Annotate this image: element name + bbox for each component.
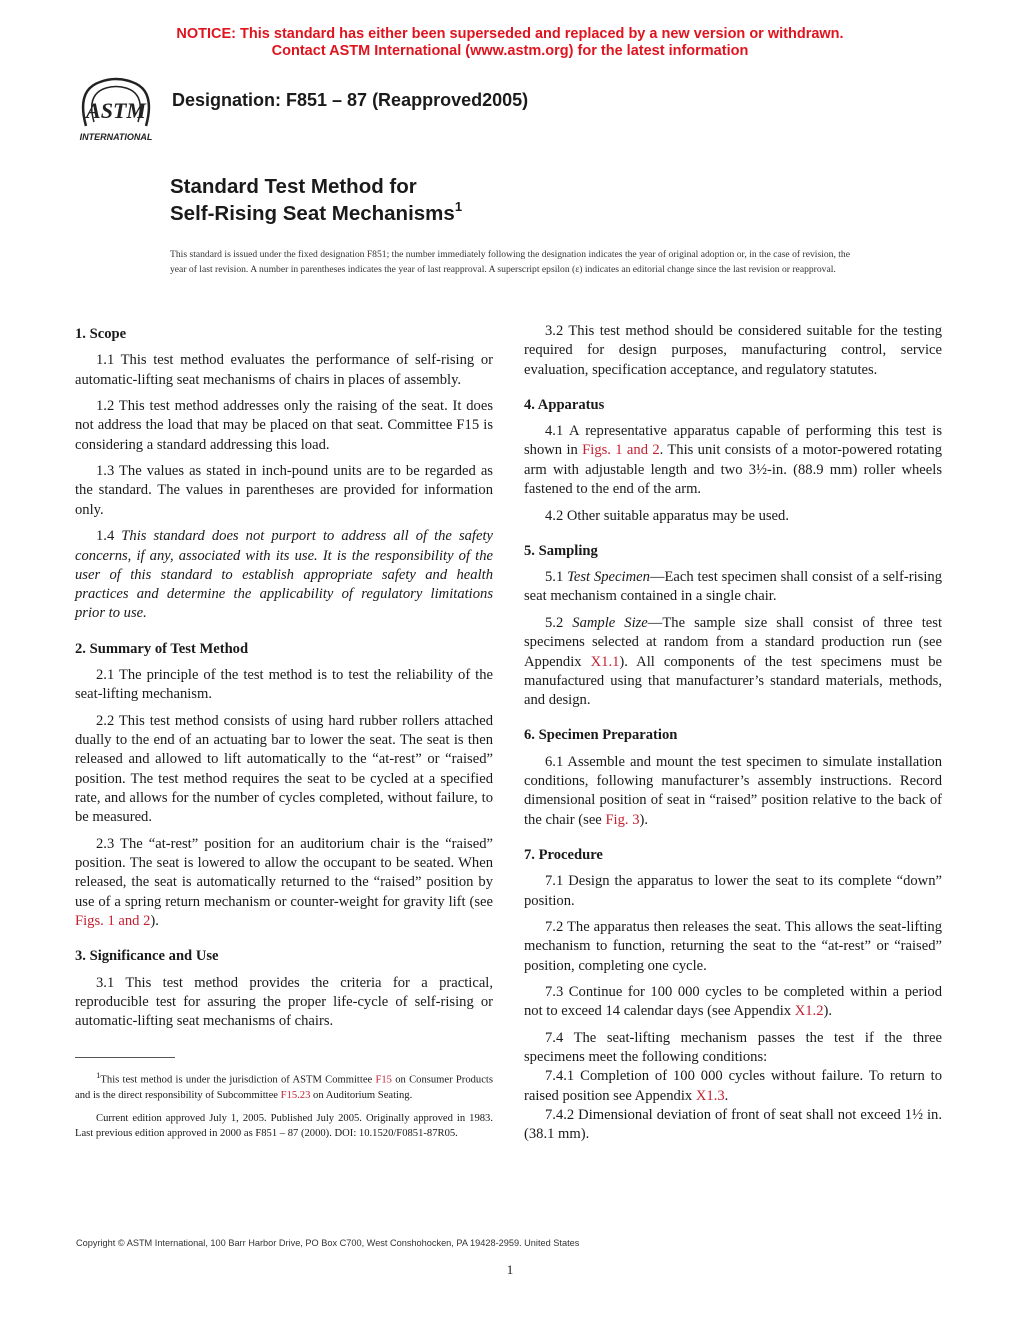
para-3-2: 3.2 This test method should be considered suitable for the testing required for design purposes, manufacturing control, service evaluation, specification acceptance, and regulatory statutes. [524,323,942,378]
right-column [524,322,942,1145]
title-line-2-text: Self-Rising Seat Mechanisms [170,202,455,225]
para-5-1 [524,568,942,607]
para-1-4 [75,527,493,623]
footnote-1-edition: Current edition approved July 1, 2005. Published July 2005. Originally approved in 1983. Last previous edition approved in 2000 as F851 – 87 (2000). DOI: 10.1520/F0851-87R05. [75,1112,493,1139]
para-2-3-text-b: ). [150,912,159,929]
para-7-4: 7.4 The seat-lifting mechanism passes the test if the three specimens meet the following conditions: [524,1029,942,1066]
footnote-1-text-c: on Auditorium Seating. [310,1090,413,1102]
footnote-1 [75,1068,493,1103]
title-line-2 [170,200,462,227]
title-footnote-ref[interactable]: 1 [454,199,463,214]
para-7-2: 7.2 The apparatus then releases the seat. This allows the seat-lifting mechanism to function, returning the seat to the “at-rest” or “raised” position, completing one cycle. [524,918,942,974]
para-1-2: 1.2 This test method addresses only the raising of the seat. It does not address the load that may be placed on that seat. Committee F15 is considering a standard addressing this load. [75,398,493,453]
committee-f15-link[interactable]: F15 [375,1074,392,1086]
footnote-1-mark: 1 [96,1070,101,1081]
para-2-2: 2.2 This test method consists of using hard rubber rollers attached dually to the end of an actuating bar to lower the seat. The seat is then released and allowed to lift automatically to the “at-rest” or “raised” position. The test method requires the seat to be cycled at a specified rate, and allows for the number of cycles completed, without failure, to be measured. [75,712,493,826]
appendix-x1-3-link[interactable]: X1.3 [695,1087,725,1104]
para-7-4-1 [524,1067,942,1106]
withdrawal-notice [0,26,1020,59]
para-2-3 [75,835,493,931]
page-number: 1 [506,1262,514,1277]
para-7-4-1-text-a: 7.4.1 Completion of 100 000 cycles without failure. To return to raised position see Appendix [524,1068,942,1104]
section-1-heading: 1. Scope [75,326,127,342]
section-6-heading: 6. Specimen Preparation [524,727,678,744]
para-7-3-text-b: ). [823,1003,833,1020]
section-3-heading: 3. Significance and Use [75,948,219,965]
astm-logo-icon [70,74,162,144]
para-2-1: 2.1 The principle of the test method is to test the reliability of the seat-lifting mechanism. [75,667,493,703]
para-7-1: 7.1 Design the apparatus to lower the seat to its complete “down” position. [524,873,942,909]
para-6-1 [524,753,942,830]
logo-mark: ASTM [86,98,146,123]
para-4-1 [524,422,942,499]
footnote-1-text-a: This test method is under the jurisdiction of ASTM Committee [100,1074,376,1086]
para-4-2: 4.2 Other suitable apparatus may be used. [545,507,789,524]
section-4-heading: 4. Apparatus [524,396,605,413]
para-1-3: 1.3 The values as stated in inch-pound units are to be regarded as the standard. The values in parentheses are provided for information only. [75,463,493,518]
copyright-line: Copyright © ASTM International, 100 Barr Harbor Drive, PO Box C700, West Conshohocken, PA 19428-2959. United States [76,1238,580,1248]
para-7-4-2: 7.4.2 Dimensional deviation of front of seat shall not exceed 1½ in. (38.1 mm). [524,1107,942,1143]
document-title [170,173,462,227]
issued-note: This standard is issued under the fixed designation F851; the number immediately following the designation indicates the year of original adoption or, in the case of revision, the year of last revision. A number in parentheses indicates the year of last reapproval. A superscript epsilon (ε) indicates an editorial change since the last revision or reapproval. [170,249,850,275]
fig-3-link[interactable]: Fig. 3 [605,811,640,828]
notice-line-2: Contact ASTM International (www.astm.org) for the latest information [271,42,749,59]
para-5-2-term: Sample Size [572,614,648,631]
designation: Designation: F851 – 87 (Reapproved2005) [172,90,529,110]
para-5-1-term: Test Specimen [567,569,650,586]
footnote-1-text-b: on Consumer Products and is the direct responsibility of Subcommittee [75,1074,493,1102]
appendix-x1-2-link[interactable]: X1.2 [794,1003,824,1020]
para-5-2-text-a: —The sample size shall consist of three test specimens selected at random from a standard production run (see Appendix [524,614,943,670]
left-column [75,322,493,1148]
section-5-heading: 5. Sampling [524,542,598,559]
title-line-1: Standard Test Method for [170,175,417,198]
para-5-2-num: 5.2 [545,614,573,631]
logo-sub: INTERNATIONAL [79,132,153,142]
section-7-heading: 7. Procedure [524,846,603,863]
footnote-divider [75,1057,175,1058]
appendix-x1-1-link[interactable]: X1.1 [590,653,620,670]
subcommittee-f15-23-link[interactable]: F15.23 [280,1090,311,1102]
para-2-3-text-a: 2.3 The “at-rest” position for an auditorium chair is the “raised” position. The seat is lowered to allow the occupant to be seated. When released, the seat is automatically returned to the “raised” position by use of a spring return mechanism or counter-weight for gravity lift (see [75,835,493,910]
para-1-4-text: This standard does not purport to address all of the safety concerns, if any, associated with its use. It is the responsibility of the user of this standard to establish appropriate safety and health practices and determine the applicability of regulatory limitations prior to use. [75,528,493,622]
para-7-3 [524,983,942,1022]
para-4-1-text-b: . This unit consists of a motor-powered rotating arm with adjustable length and two 3½-in. (88.9 mm) roller wheels fastened to the end of the arm. [524,442,943,498]
para-6-1-text-a: 6.1 Assemble and mount the test specimen to simulate installation conditions, following manufacturer’s assembly instructions. Record dimensional position of seat in “raised” position relative to the back of the chair (see [524,753,942,828]
notice-line-1: NOTICE: This standard has either been superseded and replaced by a new version or withdrawn. [176,26,844,42]
astm-logo [70,74,162,144]
para-1-1: 1.1 This test method evaluates the performance of self-rising or automatic-lifting seat mechanisms of chairs in places of assembly. [75,352,493,388]
para-5-1-text: —Each test specimen shall consist of a self-rising seat mechanism contained in a single chair. [524,569,942,605]
para-5-2 [524,614,942,710]
para-7-4-1-text-b: . [724,1087,729,1104]
figs-1-2-link-apparatus[interactable]: Figs. 1 and 2 [582,442,660,459]
para-4-1-text-a: 4.1 A representative apparatus capable of performing this test is shown in [524,423,942,459]
para-6-1-text-b: ). [639,811,649,828]
para-5-1-num: 5.1 [545,569,568,586]
section-2-heading: 2. Summary of Test Method [75,640,249,657]
para-5-2-text-b: ). All components of the test specimens must be manufactured using that manufacturer’s standard materials, methods, and design. [524,653,942,709]
para-3-1: 3.1 This test method provides the criteria for a practical, reproducible test for assuring the proper life-cycle of self-rising or automatic-lifting seat mechanisms of chairs. [75,974,493,1030]
para-7-3-text-a: 7.3 Continue for 100 000 cycles to be completed within a period not to exceed 14 calendar days (see Appendix [524,984,942,1020]
figs-1-2-link[interactable]: Figs. 1 and 2 [75,912,151,929]
para-1-4-num: 1.4 [96,528,122,545]
